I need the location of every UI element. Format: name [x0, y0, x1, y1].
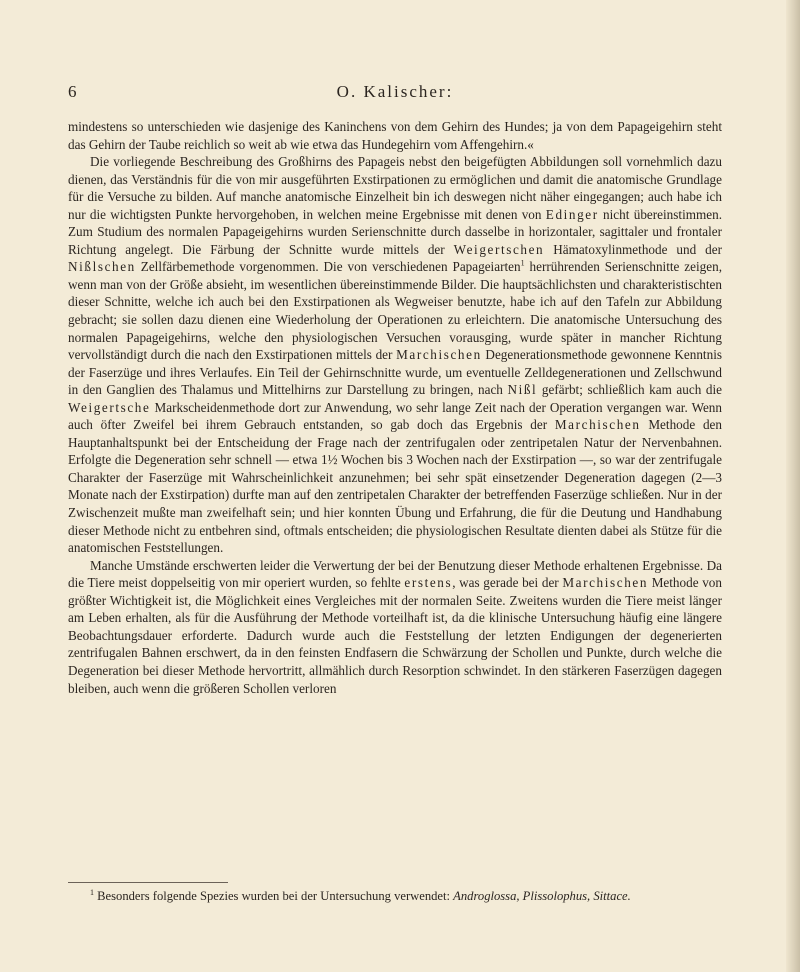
name-weigert: Weigertschen	[453, 241, 545, 257]
page-header	[68, 82, 722, 106]
paragraph-3: Manche Umstände erschwerten leider die Verwertung der bei der Benutzung dieser Methode erhaltenen Ergebnisse. Da die Tiere meist doppelseitig von mir operiert wurden, so fehlte erstens, was gerade bei der Marchischen Methode von größter Wichtigkeit ist, die Möglichkeit eines Vergleiches mit der normalen Seite. Zweitens wurden die Tiere meist länger am Leben erhalten, als für die Ausführung der Methode vorteilhaft ist, da die klinische Untersuchung häufig eine längere Beobachtungsdauer erforderte. Dadurch wurde auch die Feststellung der letzten Endigungen der degenerierten zentrifugalen Bahnen erschwert, da in den feinsten Endfasern die Schwärzung der Schollen und Punkte, durch welche die Degeneration bei dieser Methode hervortritt, allmählich durch Resorption schwindet. In den stärkeren Faserzügen dagegen bleiben, auch wenn die größeren Schollen verloren	[68, 557, 722, 696]
word-erstens: erstens	[404, 575, 453, 591]
name-marchi-3: Marchischen	[562, 575, 649, 591]
paragraph-1: mindestens so unterschieden wie dasjenige des Kaninchens von dem Gehirn des Hundes; ja von dem Papageigehirn steht das Gehirn der Taube reichlich so weit ab wie etwa das Hundegehirn vom Affengehirn.«	[68, 119, 722, 152]
name-weigert-2: Weigertsche	[68, 399, 151, 415]
running-head: O. Kalischer:	[336, 82, 454, 101]
footnote-reference: 1	[520, 258, 525, 268]
footnote-rule	[68, 882, 228, 883]
footnote-species: Androglossa, Plissolophus, Sittace.	[453, 889, 631, 903]
name-nissl-2: Nißl	[507, 382, 538, 398]
body-text	[68, 118, 722, 697]
name-marchi: Marchischen	[396, 347, 482, 363]
name-nissl: Nißlschen	[68, 259, 136, 275]
footnote-marker: 1	[90, 887, 94, 897]
name-edinger: Edinger	[545, 206, 599, 222]
page-edge-shadow	[786, 0, 800, 972]
paragraph-2: Die vorliegende Beschreibung des Großhirns des Papageis nebst den beigefügten Abbildungen soll vornehmlich dazu dienen, das Verständnis für die von mir ausgeführten Exstirpationen zu ermöglichen und damit die anatomische Grundlage für die Versuche zu bilden. Auf manche anatomische Einzelheit bin ich deswegen nicht näher eingegangen; auch habe ich nur die wichtigsten Punkte hervorgehoben, in welchen meine Ergebnisse mit denen von Edinger nicht übereinstimmen. Zum Studium des normalen Papageigehirns wurden Serienschnitte durch dasselbe in horizontaler, sagittaler und frontaler Richtung angelegt. Die Färbung der Schnitte wurde mittels der Weigertschen Hämatoxylinmethode und der Nißlschen Zellfärbemethode vorgenommen. Die von verschiedenen Papageiarten$^1$ herrührenden Serienschnitte zeigen, wenn man von der Größe absieht, im wesentlichen übereinstimmende Bilder. Die hauptsächlichsten und charakteristischten dieser Schnitte, welche ich auch bei den Exstirpationen als Wegweiser benutzte, habe ich auf den Tafeln zur Abbildung gebracht; sie sollen dazu dienen eine Wiederholung der Operationen zu erleichtern. Die anatomische Untersuchung des normalen Papageigehirns, welche den physiologischen Versuchen vorausging, wurde später in mancher Richtung vervollständigt durch die nach den Exstirpationen mittels der Marchischen Degenerationsmethode gewonnene Kenntnis der Faserzüge und ihres Verlaufes. Ein Teil der Gehirnschnitte wurde, um eventuelle Zelldegenerationen und Zellschwund in den Ganglien des Thalamus und Mittelhirns zur Darstellung zu bringen, nach Nißl gefärbt; schließlich kam auch die Weigertsche Markscheidenmethode dort zur Anwendung, wo sehr lange Zeit nach der Operation vergangen war. Wenn auch öfter Zweifel bei ihrem Gebrauch entstanden, so gab doch das Ergebnis der Marchischen Methode den Hauptanhaltspunkt bei der Entscheidung der Frage nach der zentrifugalen oder zentripetalen Natur der Nervenbahnen. Erfolgte die Degeneration sehr schnell — etwa 1½ Wochen bis 3 Wochen nach der Exstirpation —, so war der zentrifugale Charakter der Faserzüge mit Wahrscheinlichkeit anzunehmen; bei sehr spät einsetzender Degeneration dagegen (2—3 Monate nach der Exstirpation) durfte man auf den zentripetalen Charakter der betreffenden Faserzüge schließen. Nur in der Zwischenzeit mußte man zweifelhaft sein; und hier konnten Übung und Erfahrung, die für die Deutung und Handhabung dieser Methode nicht zu entbehren sind, oftmals entscheiden; die physiologischen Resultate dienten dabei als Stütze für die anatomischen Feststellungen.	[68, 154, 723, 556]
footnote: $^1$ Besonders folgende Spezies wurden bei der Untersuchung verwendet: Androglossa, Plissolophus, Sittace.	[90, 887, 631, 903]
name-marchi-2: Marchischen	[554, 417, 641, 433]
page-number: 6	[68, 82, 77, 101]
